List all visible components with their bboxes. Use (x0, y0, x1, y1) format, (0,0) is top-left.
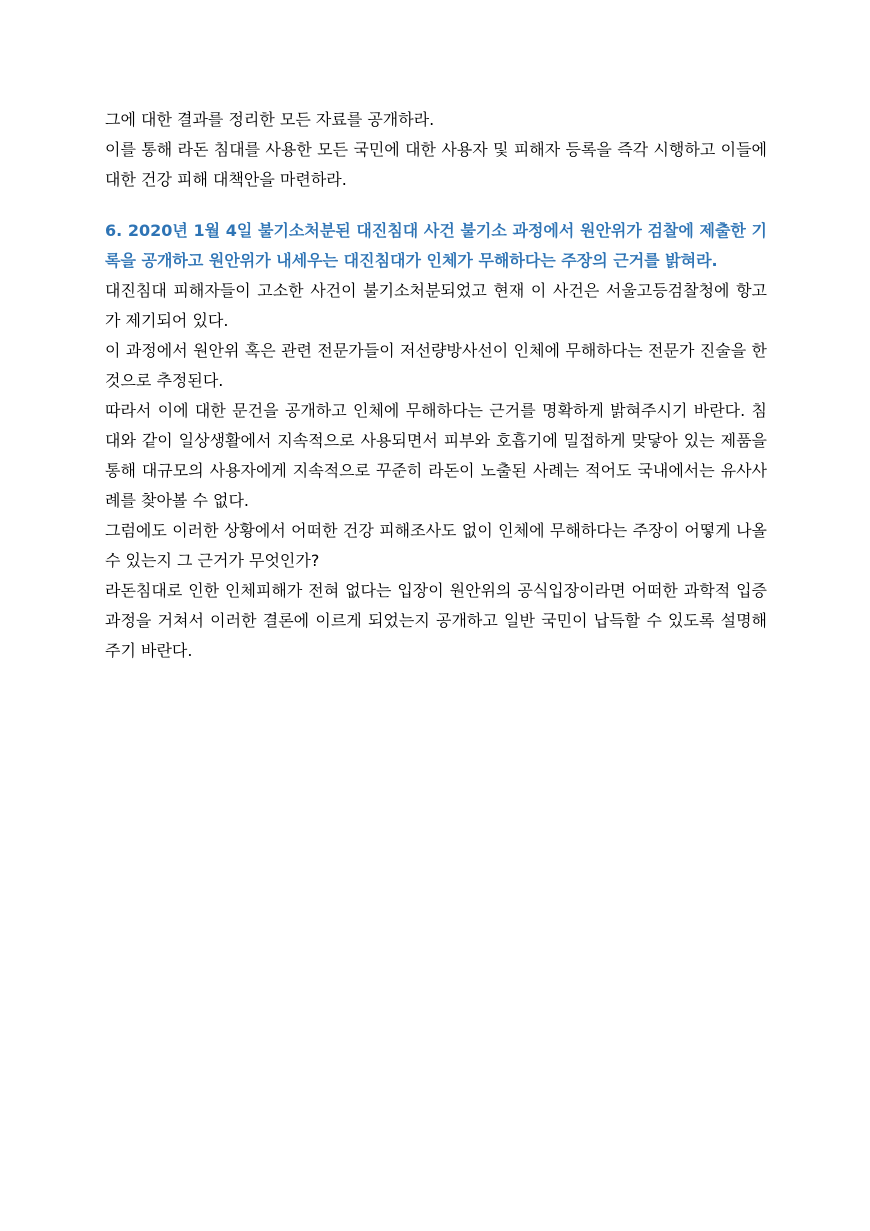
section-6-paragraph-2: 이 과정에서 원안위 혹은 관련 전문가들이 저선량방사선이 인체에 무해하다는 전문가 진술을 한 것으로 추정된다. (105, 341, 767, 390)
section-6-paragraph-4: 그럼에도 이러한 상황에서 어떠한 건강 피해조사도 없이 인체에 무해하다는 주장이 어떻게 나올 수 있는지 그 근거가 무엇인가? (105, 521, 767, 570)
intro-paragraph-1: 그에 대한 결과를 정리한 모든 자료를 공개하라. (105, 110, 435, 129)
intro-paragraph-2: 이를 통해 라돈 침대를 사용한 모든 국민에 대한 사용자 및 피해자 등록을 즉각 시행하고 이들에 대한 건강 피해 대책안을 마련하라. (105, 140, 767, 189)
section-6-paragraph-1: 대진침대 피해자들이 고소한 사건이 불기소처분되었고 현재 이 사건은 서울고등검찰청에 항고가 제기되어 있다. (105, 281, 767, 330)
document-page (105, 105, 767, 666)
section-6-paragraph-3: 따라서 이에 대한 문건을 공개하고 인체에 무해하다는 근거를 명확하게 밝혀주시기 바란다. 침대와 같이 일상생활에서 지속적으로 사용되면서 피부와 호흡기에 밀접하게 맞닿아 있는 제품을 통해 대규모의 사용자에게 지속적으로 꾸준히 라돈이 노출된 사례는 적어도 국내에서는 유사사례를 찾아볼 수 없다. (105, 401, 767, 510)
section-6-heading: 6. 2020년 1월 4일 불기소처분된 대진침대 사건 불기소 과정에서 원안위가 검찰에 제출한 기록을 공개하고 원안위가 내세우는 대진침대가 인체가 무해하다는 주장의 근거를 밝혀라. (105, 221, 767, 270)
section-6-paragraph-5: 라돈침대로 인한 인체피해가 전혀 없다는 입장이 원안위의 공식입장이라면 어떠한 과학적 입증 과정을 거쳐서 이러한 결론에 이르게 되었는지 공개하고 일반 국민이 납득할 수 있도록 설명해 주기 바란다. (105, 581, 767, 660)
